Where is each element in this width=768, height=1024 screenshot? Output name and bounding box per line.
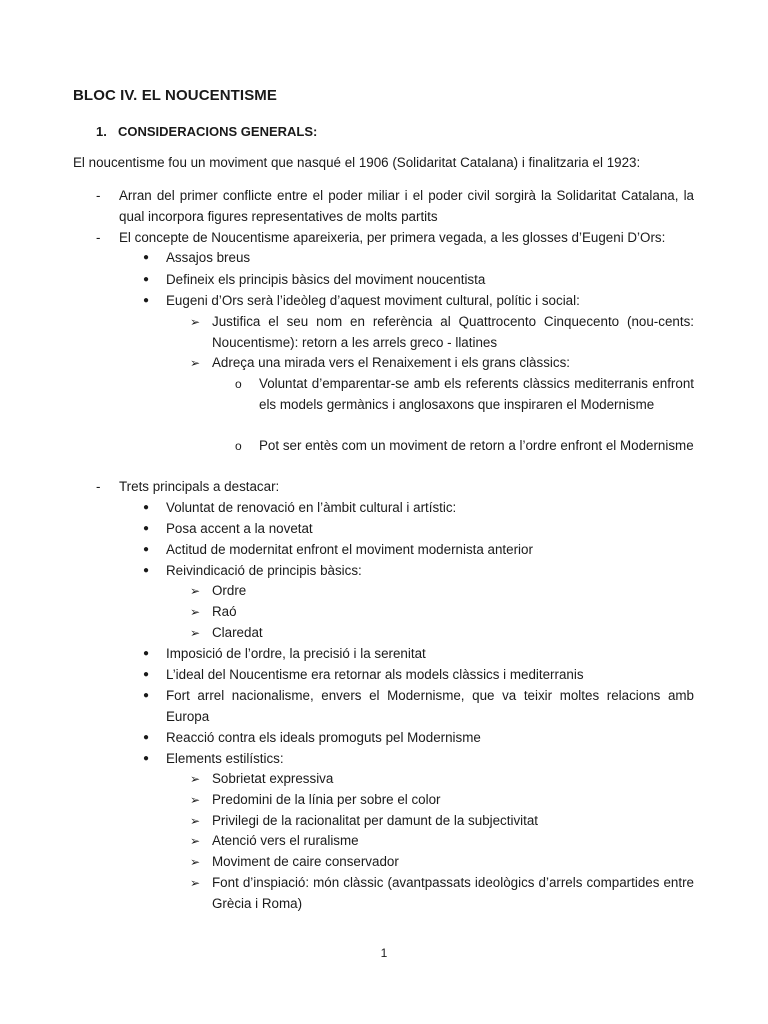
arrow-item: Raó	[212, 604, 237, 619]
bullet-item: L’ideal del Noucentisme era retornar als models clàssics i mediterranis	[166, 667, 584, 682]
dash-item: Trets principals a destacar:	[119, 479, 280, 494]
page-number: 1	[380, 946, 388, 960]
arrow-item: Claredat	[212, 625, 263, 640]
dash-marker: -	[96, 230, 101, 245]
bullet-marker: ●	[143, 732, 150, 743]
arrow-item: Adreça una mirada vers el Renaixement i els grans clàssics:	[212, 355, 570, 370]
arrow-item: Sobrietat expressiva	[212, 771, 334, 786]
arrow-item: Atenció vers el ruralisme	[212, 833, 359, 848]
arrow-item: Justifica el seu nom en referència al Quattrocento Cinquecento (nou-cents: Noucentisme): retorn a les arrels greco - llatines	[212, 314, 694, 350]
bullet-item: Imposició de l’ordre, la precisió i la serenitat	[166, 646, 426, 661]
arrow-marker: ➢	[190, 814, 201, 828]
section-number: 1.	[96, 124, 107, 139]
bullet-marker: ●	[143, 274, 150, 285]
bullet-marker: ●	[143, 669, 150, 680]
bullet-item: Actitud de modernitat enfront el moviment modernista anterior	[166, 542, 533, 557]
arrow-marker: ➢	[190, 605, 201, 619]
page-title: BLOC IV. EL NOUCENTISME	[73, 87, 277, 104]
arrow-marker: ➢	[190, 584, 201, 598]
arrow-marker: ➢	[190, 855, 201, 869]
circle-marker: o	[235, 439, 242, 453]
arrow-item: Privilegi de la racionalitat per damunt de la subjectivitat	[212, 813, 539, 828]
bullet-item: Voluntat de renovació en l’àmbit cultural i artístic:	[166, 500, 457, 515]
bullet-item: Defineix els principis bàsics del moviment noucentista	[166, 272, 486, 287]
bullet-marker: ●	[143, 295, 150, 306]
bullet-marker: ●	[143, 544, 150, 555]
bullet-item: Reacció contra els ideals promoguts pel Modernisme	[166, 730, 481, 745]
bullet-marker: ●	[143, 690, 150, 701]
section-title: CONSIDERACIONS GENERALS:	[118, 124, 318, 139]
bullet-item: Eugeni d’Ors serà l’ideòleg d’aquest moviment cultural, polític i social:	[166, 293, 580, 308]
bullet-marker: ●	[143, 523, 150, 534]
bullet-marker: ●	[143, 753, 150, 764]
arrow-marker: ➢	[190, 834, 201, 848]
circle-marker: o	[235, 377, 242, 391]
arrow-marker: ➢	[190, 772, 201, 786]
circle-item: Pot ser entès com un moviment de retorn a l’ordre enfront el Modernisme	[259, 438, 694, 453]
bullet-marker: ●	[143, 252, 150, 263]
bullet-item: Reivindicació de principis bàsics:	[166, 563, 362, 578]
dash-marker: -	[96, 188, 101, 203]
arrow-marker: ➢	[190, 793, 201, 807]
arrow-item: Ordre	[212, 583, 247, 598]
bullet-item: Fort arrel nacionalisme, envers el Modernisme, que va teixir moltes relacions amb Europa	[166, 688, 694, 724]
bullet-marker: ●	[143, 565, 150, 576]
intro-paragraph: El noucentisme fou un moviment que nasqué el 1906 (Solidaritat Catalana) i finalitzaria el 1923:	[73, 155, 641, 170]
bullet-marker: ●	[143, 648, 150, 659]
bullet-item: Assajos breus	[166, 250, 251, 265]
section-heading	[96, 124, 317, 139]
bullet-item: Posa accent a la novetat	[166, 521, 313, 536]
dash-marker: -	[96, 479, 101, 494]
arrow-item: Predomini de la línia per sobre el color	[212, 792, 441, 807]
arrow-item: Font d’inspiació: món clàssic (avantpassats ideològics d’arrels compartides entre Grècia i Roma)	[212, 875, 694, 911]
circle-item: Voluntat d’emparentar-se amb els referents clàssics mediterranis enfront els models germànics i anglosaxons que inspiraren el Modernisme	[259, 376, 694, 412]
dash-item: El concepte de Noucentisme apareixeria, per primera vegada, a les glosses d’Eugeni D’Ors:	[119, 230, 666, 245]
bullet-marker: ●	[143, 502, 150, 513]
arrow-marker: ➢	[190, 315, 201, 329]
bullet-item: Elements estilístics:	[166, 751, 284, 766]
dash-item: Arran del primer conflicte entre el poder miliar i el poder civil sorgirà la Solidaritat Catalana, la qual incorpora figures representatives de molts partits	[119, 188, 694, 224]
arrow-marker: ➢	[190, 356, 201, 370]
arrow-marker: ➢	[190, 626, 201, 640]
arrow-item: Moviment de caire conservador	[212, 854, 399, 869]
arrow-marker: ➢	[190, 876, 201, 890]
